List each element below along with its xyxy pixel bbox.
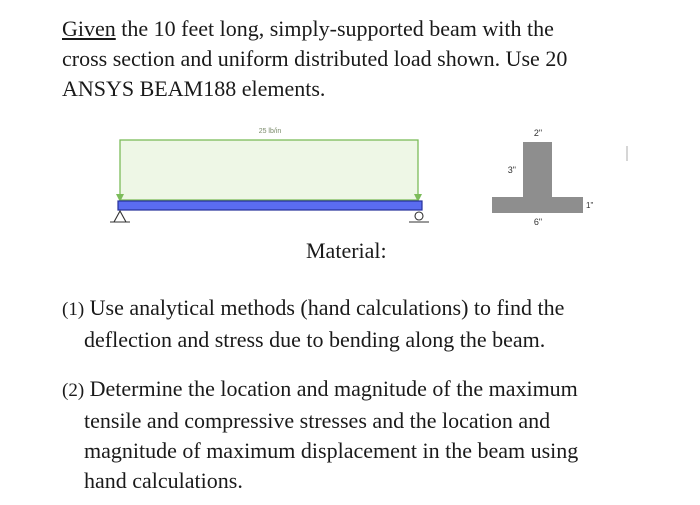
question-2-line-3: magnitude of maximum displacement in the beam using [84,438,579,463]
question-1-first-line [62,293,662,325]
beam [118,201,422,210]
load-label: 25 lb/in [258,128,282,135]
question-2-first-line [62,374,662,406]
t-stem [523,142,552,197]
intro-line-2: cross section and uniform distributed load shown. Use 20 [62,46,568,71]
dim-top-width: 2" [533,128,543,138]
question-2 [62,374,662,496]
question-1-text: Use analytical methods (hand calculations) to find the [84,295,565,320]
material-label: Material: [306,238,387,263]
question-2-number: (2) [62,380,85,401]
question-2-line-2: tensile and compressive stresses and the location and [84,408,551,433]
dim-height: 3" [507,165,516,175]
question-1 [62,293,662,355]
question-2-text: Determine the location and magnitude of the maximum [84,376,578,401]
distributed-load-area [120,140,418,200]
question-2-line-4: hand calculations. [84,468,243,493]
t-flange [492,197,583,213]
intro-line-1-rest: the 10 feet long, simply-supported beam with the [115,16,554,41]
question-1-line-2: deflection and stress due to bending along the beam. [84,327,546,352]
dim-flange-thickness: 1" [586,201,594,210]
given-word: Given [62,16,116,41]
roller-support-icon [415,212,423,220]
dim-bottom-width: 6" [533,217,543,227]
intro-line-3: ANSYS BEAM188 elements. [62,76,326,101]
t-cross-section [492,142,583,213]
pin-support-icon [114,211,126,222]
question-1-number: (1) [62,299,85,320]
